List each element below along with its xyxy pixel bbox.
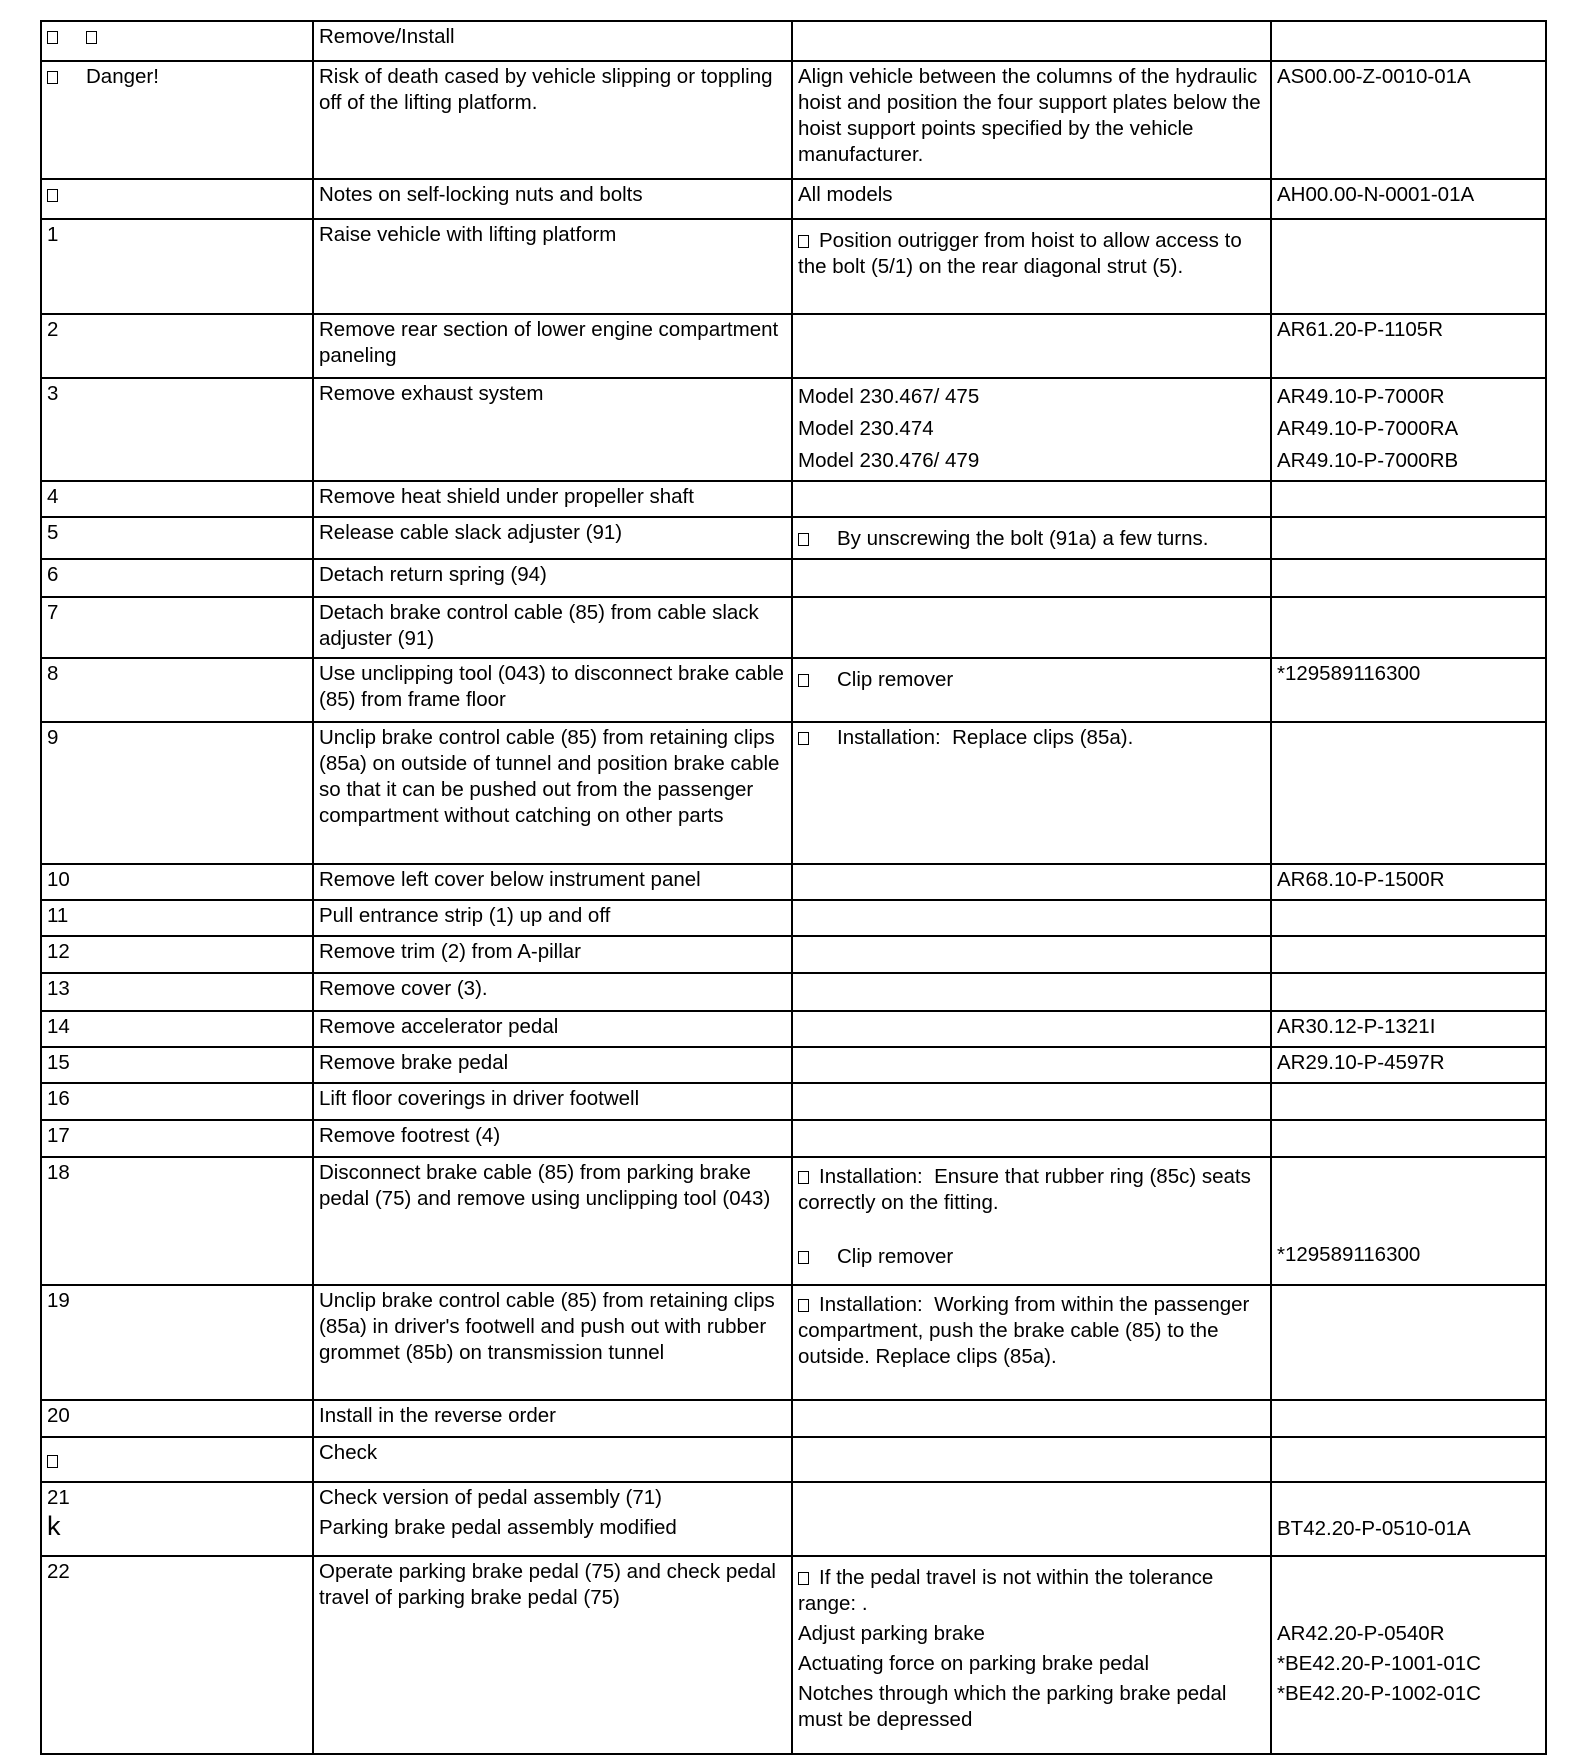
step-text: Use unclipping tool (043) to disconnect brake cable (85) from frame floor [313,658,792,722]
bullet-icon [798,1251,809,1264]
reference-cell [1271,1482,1546,1556]
step-note: Position outrigger from hoist to allow access to the bolt (5/1) on the rear diagonal strut (5). [792,219,1271,314]
bullet-icon [798,674,809,687]
table-row [41,1556,1546,1754]
table-row [41,658,1546,722]
version-mark: k [47,1511,61,1541]
section-title: Remove/Install [313,21,792,61]
step-number: 3 [41,378,313,481]
step-text: Unclip brake control cable (85) from retaining clips (85a) in driver's footwell and push out with rubber grommet (85b) on transmission tunnel [313,1285,792,1400]
step-number: 6 [41,559,313,597]
table-row [41,1437,1546,1482]
step-note: All models [792,179,1271,219]
bullet-icon [798,732,809,745]
reference: AR49.10-P-7000RB [1277,449,1459,472]
step-text: Remove exhaust system [313,378,792,481]
step-number: 20 [41,1400,313,1437]
step-text: Remove accelerator pedal [313,1011,792,1047]
step-number: 4 [41,481,313,517]
step-text: Remove rear section of lower engine compartment paneling [313,314,792,378]
step-text: Detach brake control cable (85) from cable slack adjuster (91) [313,597,792,658]
table-row [41,481,1546,517]
step-text: Notes on self-locking nuts and bolts [313,179,792,219]
step-number: 11 [41,900,313,936]
reference: AH00.00-N-0001-01A [1271,179,1546,219]
note-icon [47,189,58,202]
reference-list [1271,378,1546,481]
check-item: Adjust parking brake [798,1622,985,1645]
row-marker [41,1437,313,1482]
step-number: 18 [41,1157,313,1285]
check-item: Actuating force on parking brake pedal [798,1652,1150,1675]
model-item: Model 230.467/ 475 [798,385,980,408]
check-icon [47,1455,58,1468]
step-text: Detach return spring (94) [313,559,792,597]
row-marker [41,21,313,61]
step-text: Remove cover (3). [313,973,792,1011]
table-row [41,314,1546,378]
model-item: Model 230.476/ 479 [798,449,980,472]
table-row [41,722,1546,864]
table-row [41,1400,1546,1437]
step-number: 2 [41,314,313,378]
step-number: 1 [41,219,313,314]
step-text: Remove trim (2) from A-pillar [313,936,792,973]
step-note: If the pedal travel is not within the tolerance range: . Adjust parking brake Actuating force on parking brake pedal Notches through which the parking brake pedal must be depressed [792,1556,1271,1754]
step-text: Risk of death cased by vehicle slipping or toppling off of the lifting platform. [313,61,792,179]
bullet-icon [798,235,809,248]
step-text: Install in the reverse order [313,1400,792,1437]
step-note: Clip remover [792,658,1271,722]
table-row [41,1285,1546,1400]
table-row [41,864,1546,900]
step-text: Remove left cover below instrument panel [313,864,792,900]
step-note: Installation: Ensure that rubber ring (85c) seats correctly on the fitting. Clip remover [792,1157,1271,1285]
reference: AR49.10-P-7000RA [1277,417,1459,440]
step-note: Align vehicle between the columns of the hydraulic hoist and position the four support plates below the hoist support points specified by the vehicle manufacturer. [792,61,1271,179]
reference: AR61.20-P-1105R [1271,314,1546,378]
step-number: 12 [41,936,313,973]
section-title: Check [313,1437,792,1482]
step-text: Check version of pedal assembly (71) Parking brake pedal assembly modified [313,1482,792,1556]
reference-list [1271,1556,1546,1754]
table-row [41,1157,1546,1285]
checkbox-icon [86,31,97,44]
step-text: Raise vehicle with lifting platform [313,219,792,314]
step-text: Unclip brake control cable (85) from retaining clips (85a) on outside of tunnel and position brake cable so that it can be pushed out from the passenger compartment without catching on other parts [313,722,792,864]
step-text: Remove heat shield under propeller shaft [313,481,792,517]
table-row [41,597,1546,658]
checkbox-icon [47,31,58,44]
reference: BT42.20-P-0510-01A [1277,1517,1471,1540]
step-number: 9 [41,722,313,864]
table-row [41,1011,1546,1047]
reference: AR68.10-P-1500R [1271,864,1546,900]
bullet-icon [798,1299,809,1312]
step-number: 5 [41,517,313,559]
table-row [41,973,1546,1011]
table-row [41,378,1546,481]
step-text: Release cable slack adjuster (91) [313,517,792,559]
reference: *BE42.20-P-1002-01C [1277,1682,1481,1705]
table-row [41,900,1546,936]
step-text: Remove footrest (4) [313,1120,792,1157]
step-text: Operate parking brake pedal (75) and check pedal travel of parking brake pedal (75) [313,1556,792,1754]
reference: *129589116300 [1271,658,1546,722]
bullet-icon [798,1171,809,1184]
procedure-table [40,20,1547,1755]
table-row [41,1083,1546,1120]
table-row [41,1047,1546,1083]
danger-label: Danger! [86,65,159,88]
check-item: Notches through which the parking brake pedal must be depressed [798,1682,1227,1731]
step-number: 14 [41,1011,313,1047]
table-row [41,61,1546,179]
step-number: 21 k [41,1482,313,1556]
step-text: Lift floor coverings in driver footwell [313,1083,792,1120]
table-row [41,219,1546,314]
table-row [41,559,1546,597]
step-number: 10 [41,864,313,900]
model-item: Model 230.474 [798,417,934,440]
reference: *BE42.20-P-1001-01C [1277,1652,1481,1675]
step-number: 13 [41,973,313,1011]
step-number: 7 [41,597,313,658]
table-row [41,517,1546,559]
step-number: 16 [41,1083,313,1120]
table-row [41,179,1546,219]
step-number: 8 [41,658,313,722]
step-number: 17 [41,1120,313,1157]
reference: AS00.00-Z-0010-01A [1271,61,1546,179]
table-row [41,936,1546,973]
step-text: Pull entrance strip (1) up and off [313,900,792,936]
step-number: 19 [41,1285,313,1400]
row-marker [41,179,313,219]
bullet-icon [798,533,809,546]
step-note: Installation: Working from within the passenger compartment, push the brake cable (85) to the outside. Replace clips (85a). [792,1285,1271,1400]
bullet-icon [798,1572,809,1585]
reference-cell [1271,1157,1546,1285]
step-text: Disconnect brake cable (85) from parking brake pedal (75) and remove using unclipping tool (043) [313,1157,792,1285]
model-list [792,378,1271,481]
step-note: Installation: Replace clips (85a). [792,722,1271,864]
reference: AR49.10-P-7000R [1277,385,1445,408]
table-row [41,1482,1546,1556]
step-note: By unscrewing the bolt (91a) a few turns. [792,517,1271,559]
row-marker [41,61,313,179]
step-number: 22 [41,1556,313,1754]
reference: AR30.12-P-1321I [1271,1011,1546,1047]
reference: *129589116300 [1277,1243,1421,1266]
step-text: Remove brake pedal [313,1047,792,1083]
table-row [41,21,1546,61]
reference: AR42.20-P-0540R [1277,1622,1445,1645]
step-number: 15 [41,1047,313,1083]
warning-icon [47,71,58,84]
reference: AR29.10-P-4597R [1271,1047,1546,1083]
table-row [41,1120,1546,1157]
